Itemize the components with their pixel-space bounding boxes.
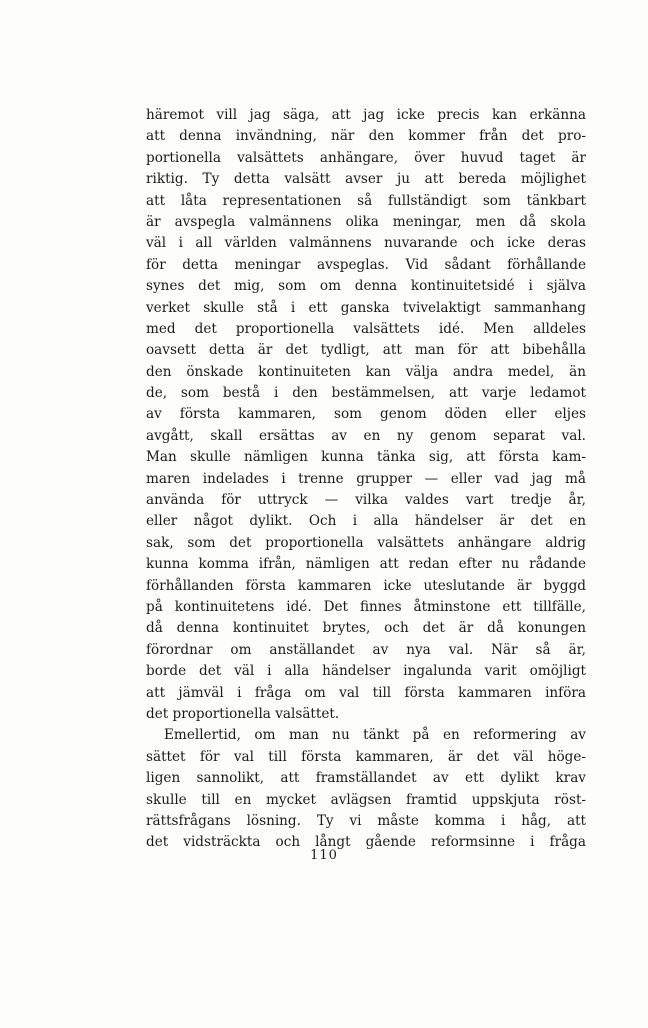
text-line: av första kammaren, som genom döden eller eljes: [146, 406, 586, 423]
text-line: att låta representationen så fullständigt som tänkbart: [146, 192, 586, 209]
text-line: förordnar om anställandet av nya val. När så är,: [146, 641, 586, 658]
text-line: borde det väl i alla händelser ingalunda varit omöjligt: [146, 663, 586, 680]
text-line: det vidsträckta och långt gående reformsinne i fråga: [146, 834, 586, 851]
body-text: [146, 105, 586, 854]
text-line: maren indelades i trenne grupper — eller vad jag må: [146, 470, 586, 487]
text-line: ligen sannolikt, att framställandet av ett dylikt krav: [146, 770, 586, 787]
text-line: på kontinuitetens idé. Det finnes åtminstone ett tillfälle,: [146, 598, 586, 615]
text-line: skulle till en mycket avlägsen framtid uppskjuta röst-: [146, 791, 586, 808]
text-line: använda för uttryck — vilka valdes vart tredje år,: [146, 492, 586, 509]
text-line: är avspegla valmännens olika meningar, men då skola: [146, 213, 586, 230]
text-line: Man skulle nämligen kunna tänka sig, att första kam-: [146, 449, 586, 466]
text-line: rättsfrågans lösning. Ty vi måste komma i håg, att: [146, 812, 586, 829]
text-line: de, som bestå i den bestämmelsen, att varje ledamot: [146, 385, 586, 402]
text-line: att denna invändning, när den kommer från det pro-: [146, 128, 586, 145]
text-line: synes det mig, som om denna kontinuitetsidé i själva: [146, 278, 586, 295]
text-line: den önskade kontinuiteten kan välja andra medel, än: [146, 363, 586, 380]
text-line: med det proportionella valsättets idé. Men alldeles: [146, 320, 586, 337]
text-line: då denna kontinuitet brytes, och det är då konungen: [146, 620, 586, 637]
text-line: riktig. Ty detta valsätt avser ju att bereda möjlighet: [146, 171, 586, 188]
text-line: kunna komma ifrån, nämligen att redan efter nu rådande: [146, 556, 586, 573]
text-line: väl i all världen valmännens nuvarande och icke deras: [146, 235, 586, 252]
text-line: sak, som det proportionella valsättets anhängare aldrig: [146, 534, 586, 551]
text-line: det proportionella valsättet.: [146, 705, 340, 722]
text-line: för detta meningar avspeglas. Vid sådant förhållande: [146, 256, 586, 273]
text-line: avgått, skall ersättas av en ny genom separat val.: [146, 427, 586, 444]
text-line: oavsett detta är det tydligt, att man för att bibehålla: [146, 342, 586, 359]
text-line: verket skulle stå i ett ganska tvivelaktigt sammanhang: [146, 299, 586, 316]
text-line: förhållanden första kammaren icke uteslutande är byggd: [146, 577, 586, 594]
text-line: att jämväl i fråga om val till första kammaren införa: [146, 684, 586, 701]
text-line: häremot vill jag säga, att jag icke precis kan erkänna: [146, 107, 586, 123]
text-line: Emellertid, om man nu tänkt på en reformering av: [164, 727, 586, 744]
page-number: 110: [310, 848, 338, 863]
text-line: sättet för val till första kammaren, är det väl höge-: [146, 748, 586, 765]
text-line: eller något dylikt. Och i alla händelser är det en: [146, 513, 586, 530]
text-line: portionella valsättets anhängare, över huvud taget är: [146, 149, 586, 166]
